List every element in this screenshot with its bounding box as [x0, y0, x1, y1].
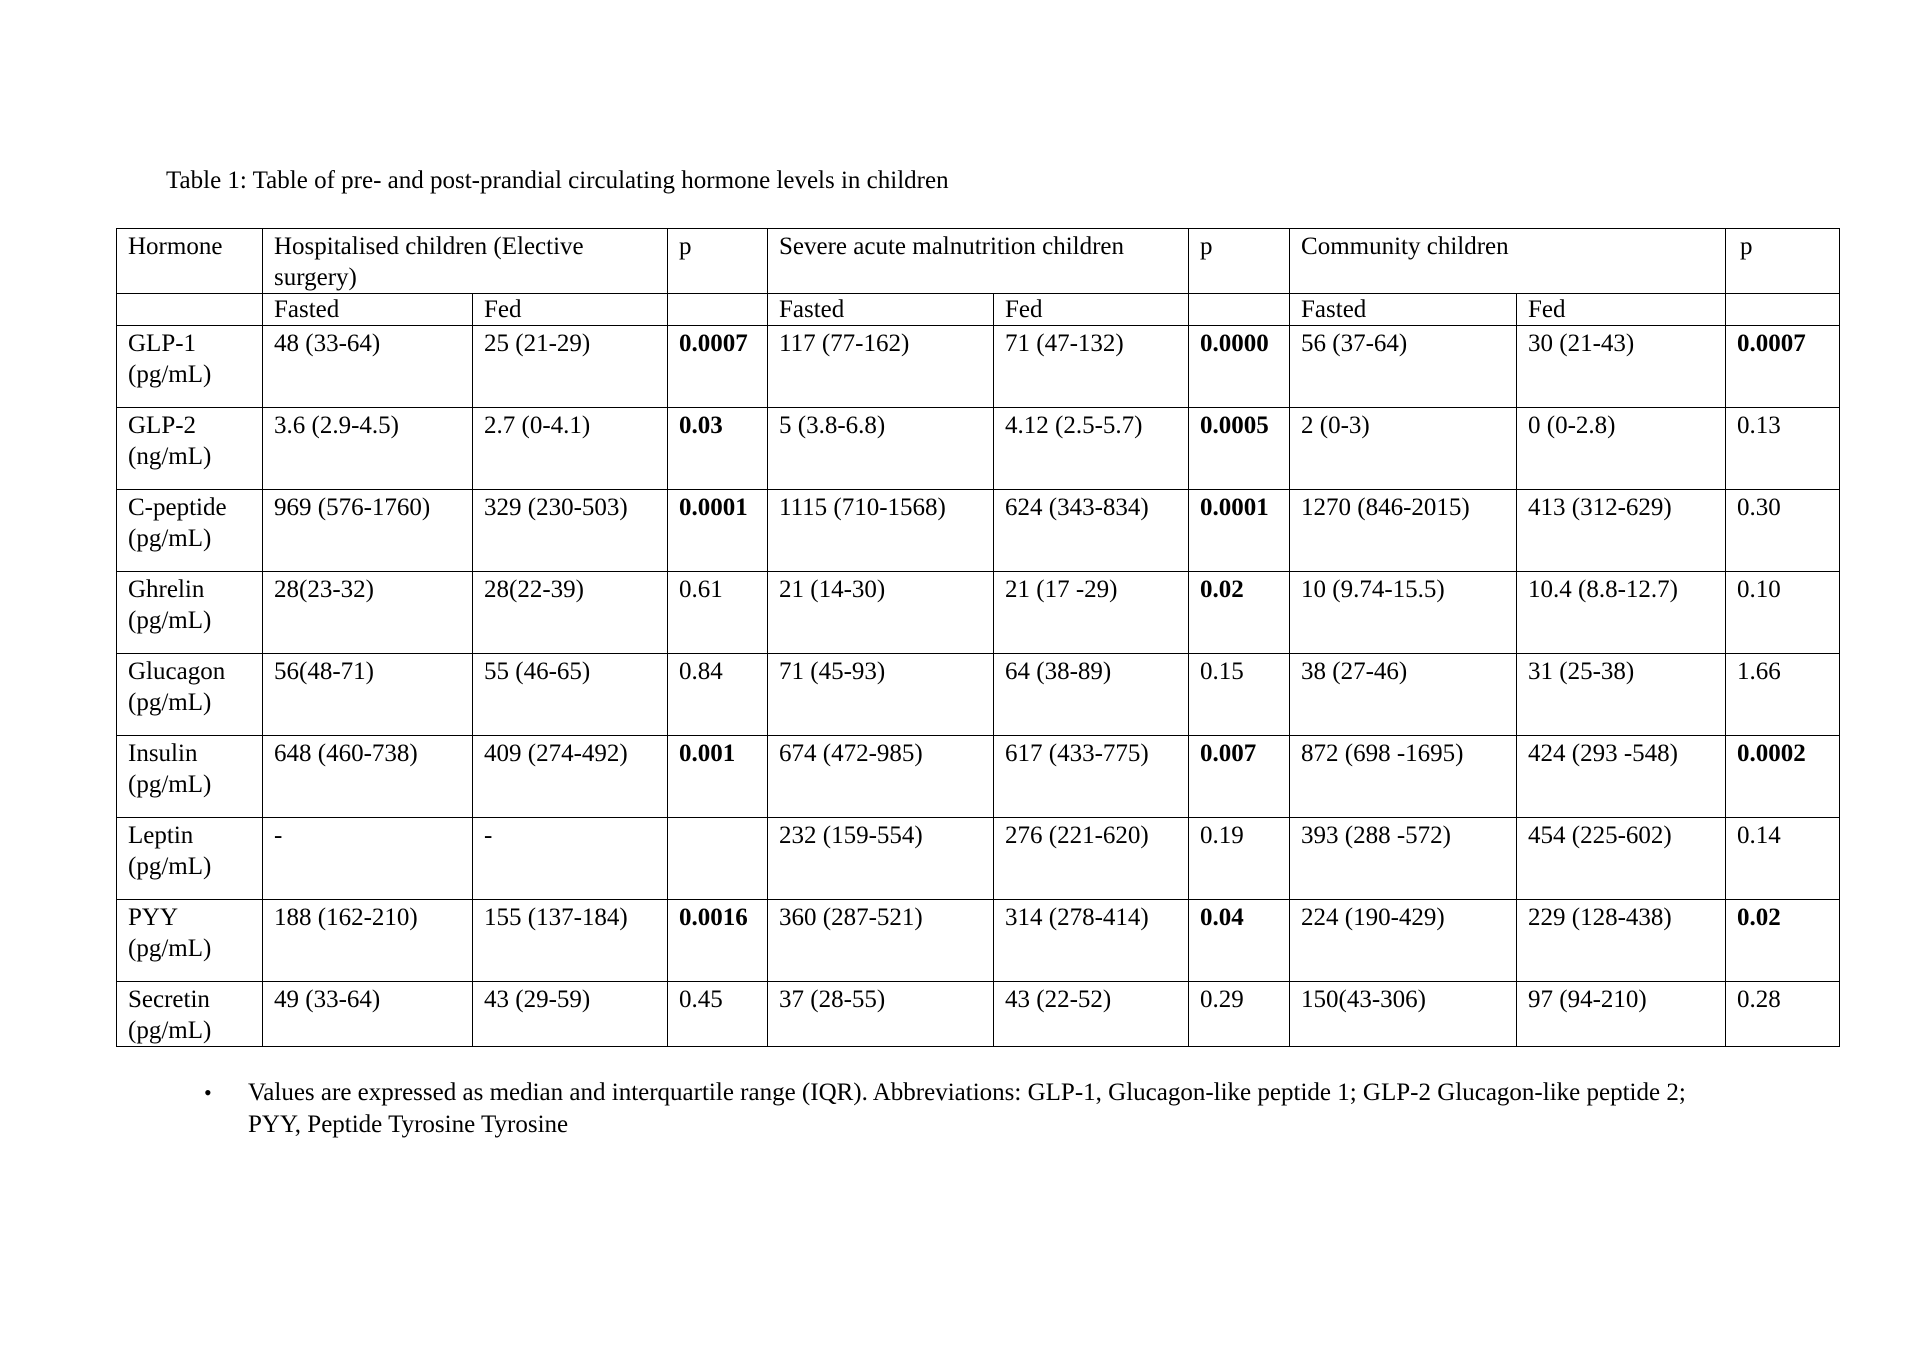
- malnutrition-p-value: 0.0000: [1189, 326, 1290, 408]
- community-p-value: 0.28: [1726, 982, 1840, 1047]
- subheader-empty: [1726, 294, 1840, 326]
- hospitalised-fed-value: 329 (230-503): [473, 490, 668, 572]
- hormone-name: C-peptide: [128, 494, 227, 521]
- malnutrition-fed-value: 71 (47-132): [994, 326, 1189, 408]
- footnote-text: Values are expressed as median and interquartile range (IQR). Abbreviations: GLP-1, Glucagon-like peptide 1; GLP-2 Glucagon-like peptide 2; PYY, Peptide Tyrosine Tyrosine: [248, 1079, 1686, 1138]
- subheader-fed-hospitalised: Fed: [473, 294, 668, 326]
- hormone-levels-table: [116, 228, 1840, 1047]
- community-p-value: 0.10: [1726, 572, 1840, 654]
- malnutrition-p-value: 0.04: [1189, 900, 1290, 982]
- community-fasted-value: 10 (9.74-15.5): [1290, 572, 1517, 654]
- hormone-name-cell: [117, 818, 263, 900]
- hormone-name: Ghrelin: [128, 576, 205, 603]
- hormone-unit: (pg/mL): [128, 525, 212, 552]
- hormone-name-cell: [117, 900, 263, 982]
- community-p-value: 1.66: [1726, 654, 1840, 736]
- community-p-value: 0.0002: [1726, 736, 1840, 818]
- hospitalised-p-value: 0.84: [668, 654, 768, 736]
- table-row: [117, 736, 1840, 818]
- subheader-fasted-hospitalised: Fasted: [263, 294, 473, 326]
- hormone-unit: (pg/mL): [128, 853, 212, 880]
- community-p-value: 0.30: [1726, 490, 1840, 572]
- hospitalised-fed-value: 43 (29-59): [473, 982, 668, 1047]
- community-fasted-value: 224 (190-429): [1290, 900, 1517, 982]
- malnutrition-fed-value: 21 (17 -29): [994, 572, 1189, 654]
- malnutrition-p-value: 0.007: [1189, 736, 1290, 818]
- malnutrition-p-value: 0.02: [1189, 572, 1290, 654]
- community-fed-value: 424 (293 -548): [1517, 736, 1726, 818]
- hospitalised-fed-value: 28(22-39): [473, 572, 668, 654]
- header-hospitalised-children: Hospitalised children (Elective surgery): [263, 229, 668, 294]
- malnutrition-fed-value: 276 (221-620): [994, 818, 1189, 900]
- subheader-empty: [1189, 294, 1290, 326]
- community-fed-value: 413 (312-629): [1517, 490, 1726, 572]
- hormone-name: PYY: [128, 904, 179, 931]
- malnutrition-fasted-value: 5 (3.8-6.8): [768, 408, 994, 490]
- hospitalised-p-value: 0.0016: [668, 900, 768, 982]
- hospitalised-fasted-value: 3.6 (2.9-4.5): [263, 408, 473, 490]
- hospitalised-fasted-value: 48 (33-64): [263, 326, 473, 408]
- table-footnote: [204, 1077, 1734, 1141]
- hospitalised-fasted-value: 969 (576-1760): [263, 490, 473, 572]
- hormone-unit: (pg/mL): [128, 607, 212, 634]
- header-p-hospitalised: p: [668, 229, 768, 294]
- hormone-unit: (pg/mL): [128, 771, 212, 798]
- hospitalised-fed-value: 55 (46-65): [473, 654, 668, 736]
- subheader-fed-community: Fed: [1517, 294, 1726, 326]
- community-fasted-value: 150(43-306): [1290, 982, 1517, 1047]
- hormone-name-cell: [117, 490, 263, 572]
- malnutrition-fasted-value: 117 (77-162): [768, 326, 994, 408]
- hormone-name-cell: [117, 326, 263, 408]
- header-community-children: Community children: [1290, 229, 1726, 294]
- malnutrition-p-value: 0.19: [1189, 818, 1290, 900]
- malnutrition-fed-value: 617 (433-775): [994, 736, 1189, 818]
- hormone-name: Leptin: [128, 822, 194, 849]
- hospitalised-fasted-value: 49 (33-64): [263, 982, 473, 1047]
- hormone-name-cell: [117, 736, 263, 818]
- hormone-name: Glucagon: [128, 658, 226, 685]
- header-p-malnutrition: p: [1189, 229, 1290, 294]
- community-fasted-value: 38 (27-46): [1290, 654, 1517, 736]
- hormone-unit: (pg/mL): [128, 935, 212, 962]
- hormone-name-cell: [117, 982, 263, 1047]
- community-fed-value: 10.4 (8.8-12.7): [1517, 572, 1726, 654]
- community-fasted-value: 872 (698 -1695): [1290, 736, 1517, 818]
- community-fasted-value: 393 (288 -572): [1290, 818, 1517, 900]
- hospitalised-p-value: 0.001: [668, 736, 768, 818]
- community-fed-value: 31 (25-38): [1517, 654, 1726, 736]
- hospitalised-fasted-value: 28(23-32): [263, 572, 473, 654]
- hormone-unit: (pg/mL): [128, 1017, 212, 1044]
- subheader-empty: [668, 294, 768, 326]
- malnutrition-fed-value: 43 (22-52): [994, 982, 1189, 1047]
- subheader-fed-malnutrition: Fed: [994, 294, 1189, 326]
- malnutrition-p-value: 0.0001: [1189, 490, 1290, 572]
- malnutrition-fed-value: 64 (38-89): [994, 654, 1189, 736]
- table-row: [117, 572, 1840, 654]
- malnutrition-fed-value: 4.12 (2.5-5.7): [994, 408, 1189, 490]
- malnutrition-p-value: 0.0005: [1189, 408, 1290, 490]
- hospitalised-fasted-value: 648 (460-738): [263, 736, 473, 818]
- malnutrition-fasted-value: 37 (28-55): [768, 982, 994, 1047]
- hormone-unit: (pg/mL): [128, 689, 212, 716]
- hospitalised-fed-value: 155 (137-184): [473, 900, 668, 982]
- community-fed-value: 30 (21-43): [1517, 326, 1726, 408]
- community-fed-value: 229 (128-438): [1517, 900, 1726, 982]
- table-row: [117, 654, 1840, 736]
- community-fasted-value: 56 (37-64): [1290, 326, 1517, 408]
- table-header-row: [117, 229, 1840, 294]
- table-row: [117, 818, 1840, 900]
- hospitalised-p-value: [668, 818, 768, 900]
- header-p-community: p: [1726, 229, 1840, 294]
- table-row: [117, 326, 1840, 408]
- hospitalised-fed-value: 25 (21-29): [473, 326, 668, 408]
- hospitalised-fed-value: -: [473, 818, 668, 900]
- header-hormone: Hormone: [117, 229, 263, 294]
- header-severe-acute-malnutrition: Severe acute malnutrition children: [768, 229, 1189, 294]
- malnutrition-fasted-value: 21 (14-30): [768, 572, 994, 654]
- hospitalised-fasted-value: 56(48-71): [263, 654, 473, 736]
- hospitalised-p-value: 0.61: [668, 572, 768, 654]
- community-fed-value: 0 (0-2.8): [1517, 408, 1726, 490]
- hospitalised-fed-value: 409 (274-492): [473, 736, 668, 818]
- table-caption: Table 1: Table of pre- and post-prandial circulating hormone levels in children: [166, 167, 949, 194]
- subheader-fasted-malnutrition: Fasted: [768, 294, 994, 326]
- hospitalised-fed-value: 2.7 (0-4.1): [473, 408, 668, 490]
- hospitalised-p-value: 0.45: [668, 982, 768, 1047]
- malnutrition-fasted-value: 360 (287-521): [768, 900, 994, 982]
- malnutrition-p-value: 0.29: [1189, 982, 1290, 1047]
- subheader-empty: [117, 294, 263, 326]
- hospitalised-p-value: 0.0001: [668, 490, 768, 572]
- bullet-icon: •: [204, 1080, 212, 1105]
- malnutrition-fasted-value: 71 (45-93): [768, 654, 994, 736]
- community-p-value: 0.0007: [1726, 326, 1840, 408]
- malnutrition-fasted-value: 674 (472-985): [768, 736, 994, 818]
- hormone-name-cell: [117, 572, 263, 654]
- community-p-value: 0.02: [1726, 900, 1840, 982]
- table-row: [117, 490, 1840, 572]
- hormone-unit: (pg/mL): [128, 361, 212, 388]
- hormone-name: GLP-1: [128, 330, 197, 357]
- malnutrition-fasted-value: 1115 (710-1568): [768, 490, 994, 572]
- hormone-name-cell: [117, 408, 263, 490]
- community-fed-value: 97 (94-210): [1517, 982, 1726, 1047]
- malnutrition-fed-value: 314 (278-414): [994, 900, 1189, 982]
- hormone-name: Insulin: [128, 740, 198, 767]
- community-fasted-value: 1270 (846-2015): [1290, 490, 1517, 572]
- community-fasted-value: 2 (0-3): [1290, 408, 1517, 490]
- hospitalised-fasted-value: -: [263, 818, 473, 900]
- hospitalised-fasted-value: 188 (162-210): [263, 900, 473, 982]
- hospitalised-p-value: 0.03: [668, 408, 768, 490]
- community-fed-value: 454 (225-602): [1517, 818, 1726, 900]
- table-row: [117, 900, 1840, 982]
- hormone-unit: (ng/mL): [128, 443, 212, 470]
- table-row: [117, 982, 1840, 1047]
- hormone-name: GLP-2: [128, 412, 197, 439]
- table-subheader-row: [117, 294, 1840, 326]
- malnutrition-p-value: 0.15: [1189, 654, 1290, 736]
- malnutrition-fed-value: 624 (343-834): [994, 490, 1189, 572]
- hospitalised-p-value: 0.0007: [668, 326, 768, 408]
- hormone-name-cell: [117, 654, 263, 736]
- subheader-fasted-community: Fasted: [1290, 294, 1517, 326]
- community-p-value: 0.14: [1726, 818, 1840, 900]
- hormone-name: Secretin: [128, 986, 210, 1013]
- table-row: [117, 408, 1840, 490]
- malnutrition-fasted-value: 232 (159-554): [768, 818, 994, 900]
- community-p-value: 0.13: [1726, 408, 1840, 490]
